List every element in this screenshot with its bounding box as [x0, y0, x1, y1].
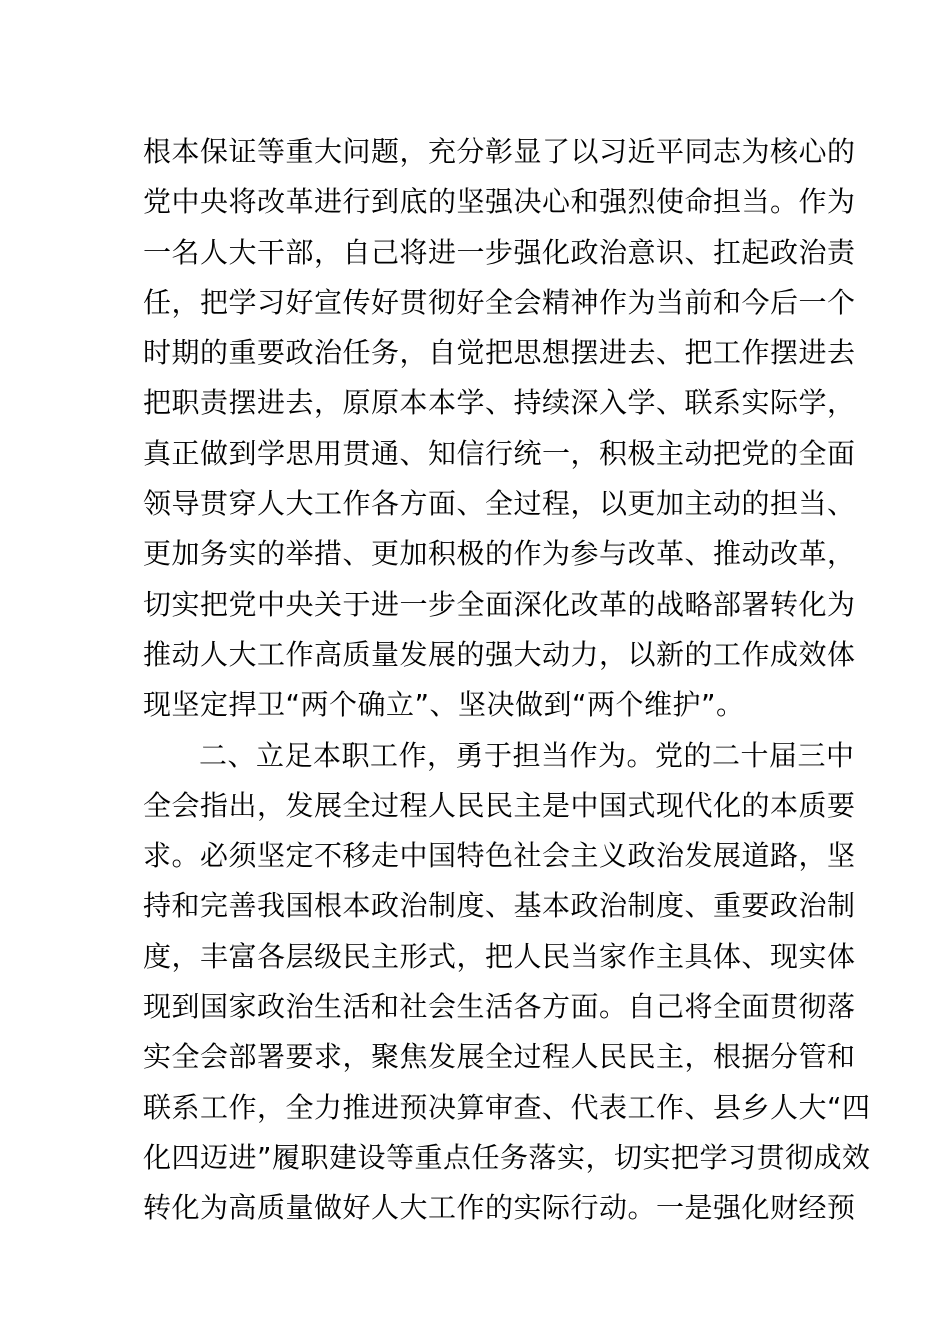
text-line: 联系工作，全力推进预决算审查、代表工作、县乡人大“四	[143, 1090, 871, 1124]
text-line: 求。必须坚定不移走中国特色社会主义政治发展道路，坚	[143, 839, 856, 873]
text-line: 切实把党中央关于进一步全面深化改革的战略部署转化为	[143, 587, 856, 621]
text-line: 实全会部署要求，聚焦发展全过程人民民主，根据分管和	[143, 1040, 856, 1074]
text-line: 根本保证等重大问题，充分彰显了以习近平同志为核心的	[143, 135, 856, 168]
text-line: 一名人大干部，自己将进一步强化政治意识、扛起政治责	[143, 235, 856, 269]
text-line: 现坚定捍卫“两个确立”、坚决做到“两个维护”。	[143, 688, 745, 722]
text-line: 持和完善我国根本政治制度、基本政治制度、重要政治制	[143, 889, 856, 923]
text-line: 党中央将改革进行到底的坚强决心和强烈使命担当。作为	[143, 185, 856, 219]
text-line: 真正做到学思用贯通、知信行统一，积极主动把党的全面	[143, 436, 856, 470]
text-line: 任，把学习好宣传好贯彻好全会精神作为当前和今后一个	[143, 285, 856, 319]
text-line: 把职责摆进去，原原本本学、持续深入学、联系实际学，	[143, 386, 856, 420]
text-line: 度，丰富各层级民主形式，把人民当家作主具体、现实体	[143, 939, 856, 973]
body-text	[143, 127, 871, 1234]
section-heading-line: 二、立足本职工作，勇于担当作为。党的二十届三中	[199, 738, 855, 772]
text-line: 领导贯穿人大工作各方面、全过程，以更加主动的担当、	[143, 487, 856, 521]
text-line: 更加务实的举措、更加积极的作为参与改革、推动改革，	[143, 537, 856, 571]
text-line: 现到国家政治生活和社会生活各方面。自己将全面贯彻落	[143, 990, 856, 1024]
text-line: 化四迈进”履职建设等重点任务落实，切实把学习贯彻成效	[143, 1140, 871, 1174]
text-line: 时期的重要政治任务，自觉把思想摆进去、把工作摆进去	[143, 336, 856, 370]
text-line: 转化为高质量做好人大工作的实际行动。一是强化财经预	[143, 1191, 856, 1225]
text-line: 全会指出，发展全过程人民民主是中国式现代化的本质要	[143, 788, 856, 822]
text-line: 推动人大工作高质量发展的强大动力，以新的工作成效体	[143, 637, 856, 671]
